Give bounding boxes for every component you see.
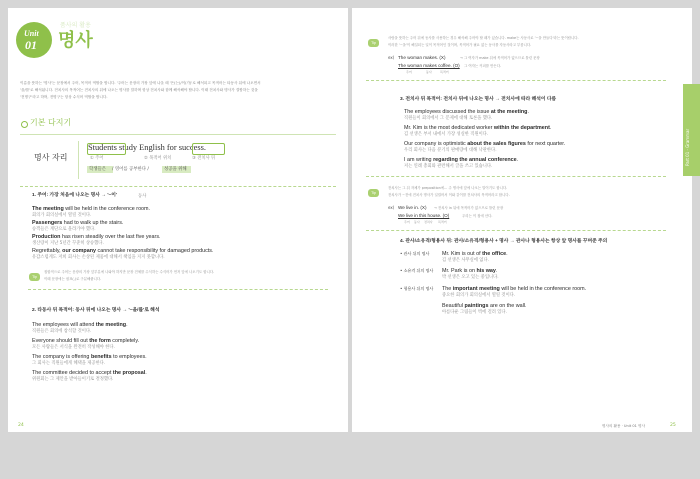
- sentence-start: The: [442, 286, 453, 292]
- tip-badge: Tip: [368, 189, 379, 197]
- tip-3-line-2: 전치사가 ~전에 전치사 명사가 일컬어서 이와 같이를 전치사의 목적어라고 합니다.: [388, 193, 510, 197]
- sentence-start: Mr. Kim is out of: [442, 251, 483, 257]
- left-s1-item-4: [32, 249, 214, 254]
- left-s2-item-1-ko: 직원들은 회의에 참석할 것이다.: [32, 329, 92, 334]
- bold-phrase: important meeting: [452, 286, 500, 292]
- left-page: [8, 8, 348, 432]
- bold-phrase: the form: [89, 338, 111, 344]
- section-divider: [20, 134, 336, 135]
- bold-phrase: at the meeting: [490, 109, 528, 115]
- tip-1-line-2: 이때 문장에는 쉼표(,)로 구분해줍니다.: [44, 277, 102, 281]
- bold-phrase: The meeting: [32, 206, 64, 212]
- example-box-divider: [78, 141, 79, 179]
- sentence-rest: has risen steadily over the last five years.: [60, 234, 161, 240]
- left-s1-item-1-ko: 회의가 회의실에서 열릴 것이다.: [32, 213, 92, 218]
- bold-phrase: Production: [32, 234, 61, 240]
- side-tab-label: Part 01 · Grammar: [685, 128, 690, 166]
- tip-2-line-1: 사람을 뜻하는 주어 뒤에 동사를 사용하는 경우 해석해 주어야 할 때가 있습니다. make는 사동사로 '~을 만들다'라는 뜻이랍니다.: [388, 36, 579, 40]
- ex1-line-2-note: 그 여자는 커피를 만든다.: [464, 63, 502, 68]
- tip-2-divider: [366, 80, 666, 81]
- right-s3-item-2-ko: 김 선생은 부서 내에서 가장 성실한 직원이다.: [404, 132, 489, 137]
- right-section-4-heading: 4. 관사/소유격/형용사 뒤: 관사/소유격/형용사 + 명사 → 관사나 형용사는 항상 앞 명사를 꾸며준 주의: [400, 239, 608, 244]
- sentence-start: Regrettably,: [32, 248, 63, 254]
- ex2-note-4: 목적어: [438, 220, 447, 224]
- left-s2-item-4-ko: 위원회는 그 제안을 받아들이기로 결정했다.: [32, 377, 114, 382]
- bold-phrase: the proposal: [112, 370, 146, 376]
- bold-phrase: within the department: [493, 125, 550, 131]
- right-s3-item-1-ko: 직원들이 회의에서 그 문제에 대해 토론을 했다.: [404, 116, 493, 121]
- sentence-start: The employees discussed the issue: [404, 109, 491, 115]
- left-s1-item-3-ko: 생산량이 지난 5년간 꾸준히 상승했다.: [32, 241, 104, 246]
- sentence-rest: .: [495, 268, 498, 274]
- right-page: [352, 8, 692, 432]
- footer-right-text: 명사의 활용 · Unit 01 명사: [602, 424, 646, 428]
- ex1-note-2: 동사: [426, 70, 432, 74]
- unit-label: Unit: [24, 29, 39, 38]
- s4-row-4-ko: 아름다운 그림들이 벽에 걸려 있다.: [442, 310, 507, 315]
- intro-line-1: 이름을 뜻하는 '명사'는 문장에서 주어, 목적어 역할을 합니다. '주어는 문장의 가장 앞에 나올 때 '은(는)/이(가)'로 해석되고 목적어는 타동사 뒤에 나오면서: [20, 81, 261, 85]
- sentence-start: The employees will attend: [32, 322, 96, 328]
- left-s2-item-3: [32, 355, 147, 360]
- left-s2-item-4: [32, 371, 147, 376]
- s4-row-3-ko: 중요한 회의가 회의실에서 열릴 것이다.: [442, 293, 516, 298]
- s4-row-3-label: • 형용사 뒤의 명사: [400, 286, 434, 291]
- section-heading: 기본 다지기: [30, 118, 72, 127]
- ex2-line-1: We live in. (X): [398, 205, 427, 210]
- example-box-label: 명사 자리: [34, 153, 68, 162]
- example-box-bottom-divider: [20, 186, 336, 187]
- right-page-number: 25: [670, 423, 676, 428]
- right-s3-item-3-ko: 우리 회사는 다음 분기의 판매량에 대해 낙관한다.: [404, 148, 497, 153]
- ex1-line-1: The woman makes. (X): [398, 55, 446, 60]
- s4-row-2: [442, 269, 497, 274]
- left-section-2-heading: 2. 타동사 뒤 목적어: 동사 뒤에 나오는 명사 → '~을/를'로 해석: [32, 308, 160, 313]
- sentence-start: Everyone should fill out: [32, 338, 90, 344]
- sentence-start: The company is offering: [32, 354, 91, 360]
- left-s1-item-2: [32, 221, 123, 226]
- sentence-rest: will be held in the conference room.: [63, 206, 151, 212]
- s4-row-2-label: • 소유격 뒤의 명사: [400, 268, 434, 273]
- left-s1-item-2-ko: 승객들은 계단으로 올라가야 했다.: [32, 227, 96, 232]
- left-s2-item-2: [32, 339, 139, 344]
- bold-phrase: the meeting: [95, 322, 127, 328]
- bold-phrase: his way: [476, 268, 496, 274]
- sentence-rest: had to walk up the stairs.: [62, 220, 124, 226]
- intro-line-2: '을/를'로 해석됩니다. 전치사의 목적어는 전치사의 뒤에 나오는 명사를 말하며 항상 전치사와 함께 해석해야 합니다. 이때 전치사와 명사가 결합하는 것을: [20, 88, 258, 92]
- sentence-start: Beautiful: [442, 303, 465, 309]
- sentence-rest: cannot take responsibility for damaged products.: [96, 248, 214, 254]
- sentence-start: Our company is optimistic: [404, 141, 468, 147]
- ex2-line-2: We live in this house. (O): [398, 213, 450, 218]
- right-s3-item-3: [404, 142, 565, 147]
- ex1-line-2: The woman makes coffee. (O): [398, 63, 460, 68]
- sentence-start: Mr. Park is on: [442, 268, 477, 274]
- bold-phrase: about the sales figures: [467, 141, 526, 147]
- tip-1-divider: [28, 289, 328, 290]
- bold-phrase: paintings: [464, 303, 489, 309]
- left-s2-item-1: [32, 323, 128, 328]
- sentence-start: The committee decided to accept: [32, 370, 113, 376]
- example-translation-1: 학생들은: [89, 166, 106, 172]
- sentence-start: I am writing: [404, 157, 434, 163]
- sentence-rest: for next quarter.: [525, 141, 566, 147]
- ex2-note-2: 동사: [414, 220, 420, 224]
- tip-badge: Tip: [368, 39, 379, 47]
- sentence-rest: .: [506, 251, 508, 257]
- section-3-divider: [366, 176, 666, 177]
- bold-phrase: benefits: [90, 354, 112, 360]
- example-highlight-1: [87, 143, 126, 155]
- example-translation-3: 성공을 위해: [164, 166, 187, 172]
- tip-1-line-1: 집합적으로 주어는 문장의 가장 앞부분에 나와야 하지만 문장 전체를 수식하는 수식어가 먼저 앞에 나오기도 합니다.: [44, 270, 215, 274]
- left-s1-item-4-ko: 유감스럽게도 저희 회사는 손상된 제품에 대해서 책임을 지지 못합니다.: [32, 255, 165, 260]
- sentence-start: Mr. Kim is the most dedicated worker: [404, 125, 494, 131]
- example-translation-2: / 영어를 공부한다 /: [112, 166, 149, 172]
- example-tag-3: ③ 전치사 뒤: [192, 156, 216, 161]
- right-s3-item-2: [404, 126, 551, 131]
- tip-3-divider: [366, 230, 666, 231]
- sentence-rest: .: [516, 157, 519, 163]
- tip-badge: Tip: [29, 273, 40, 281]
- example-tag-1: ① 주어: [90, 156, 104, 161]
- sentence-rest: .: [126, 322, 128, 328]
- intro-line-3: '전명구'라고 하며, 전명구는 항상 수식어 역할을 합니다.: [20, 95, 108, 99]
- bold-phrase: our company: [62, 248, 97, 254]
- bold-phrase: the office: [482, 251, 507, 257]
- right-section-3-heading: 3. 전치사 뒤 목적어: 전치사 뒤에 나오는 명사 → 전치사에 따라 해석이 다름: [400, 97, 557, 102]
- right-s3-item-1: [404, 110, 529, 115]
- s4-row-2-ko: 박 선생은 오고 있는 중입니다.: [442, 275, 499, 280]
- unit-number: 01: [25, 38, 37, 52]
- tip-3-line-1: 전치사는 그 뒤 자체가 preposition에... 주 명사에 앞에 나오는 말이기도 합니다.: [388, 186, 508, 190]
- s4-row-1-ko: 김 선생은 사무실에 없다.: [442, 258, 489, 263]
- left-section-1-note: 동사: [138, 194, 147, 199]
- ex1-label: ex): [388, 55, 395, 60]
- s4-row-1: [442, 252, 508, 257]
- ex1-note-3: 목적어: [440, 70, 449, 74]
- left-s2-item-3-ko: 그 회사는 직원들에게 혜택을 제공한다.: [32, 361, 106, 366]
- ex2-line-1-note: → 전치사 in 뒤에 목적어가 없으므로 틀린 문장: [434, 205, 504, 210]
- ex1-line-1-note: → 그 여자가 make 뒤에 목적어가 없으므로 틀린 문장: [460, 55, 540, 60]
- s4-row-4: [442, 304, 527, 309]
- ex2-label: ex): [388, 205, 395, 210]
- example-highlight-2: [192, 143, 225, 155]
- tip-2-line-2: 이러한 '~을'이 해설되는 일이 목적어인 것이며, 목적어가 필요 없는 동사를 자동사라고 부릅니다.: [388, 43, 532, 47]
- ex2-note-3: 전치사: [424, 220, 433, 224]
- example-sentence: Students study English for success.: [88, 143, 206, 152]
- sentence-rest: to employees.: [111, 354, 147, 360]
- s4-row-3: [442, 287, 586, 292]
- sentence-rest: will be held in the conference room.: [499, 286, 587, 292]
- sentence-rest: completely.: [110, 338, 140, 344]
- bold-phrase: regarding the annual conference: [433, 157, 517, 163]
- left-s1-item-3: [32, 235, 161, 240]
- s4-row-1-label: • 관사 뒤의 명사: [400, 251, 430, 256]
- left-s2-item-2-ko: 모든 사람들은 서식을 완전히 작성해야 한다.: [32, 345, 115, 350]
- left-page-number: 24: [18, 423, 24, 428]
- section-bullet-icon: [21, 121, 28, 128]
- side-tab: [683, 84, 700, 176]
- sentence-rest: .: [145, 370, 147, 376]
- ex2-note-1: 주어: [404, 220, 410, 224]
- unit-title: 명사: [58, 30, 93, 51]
- left-s1-item-1: [32, 207, 150, 212]
- right-s3-item-4-ko: 저는 연례 총회와 관련해서 글을 쓰고 있습니다.: [404, 164, 493, 169]
- right-s3-item-4: [404, 158, 518, 163]
- sentence-rest: are on the wall.: [488, 303, 527, 309]
- unit-subtitle: 품사의 활용: [60, 22, 91, 29]
- example-tag-2: ② 목적어 위치: [144, 156, 172, 161]
- bold-phrase: Passengers: [32, 220, 63, 226]
- ex1-note-1: 주어: [406, 70, 412, 74]
- sentence-rest: .: [549, 125, 552, 131]
- sentence-rest: .: [527, 109, 529, 115]
- ex2-line-2-note: 우리는 이 집에 산다.: [462, 213, 493, 218]
- left-section-1-heading: 1. 주어: 가장 처음에 나오는 명사 → '~이': [32, 193, 118, 198]
